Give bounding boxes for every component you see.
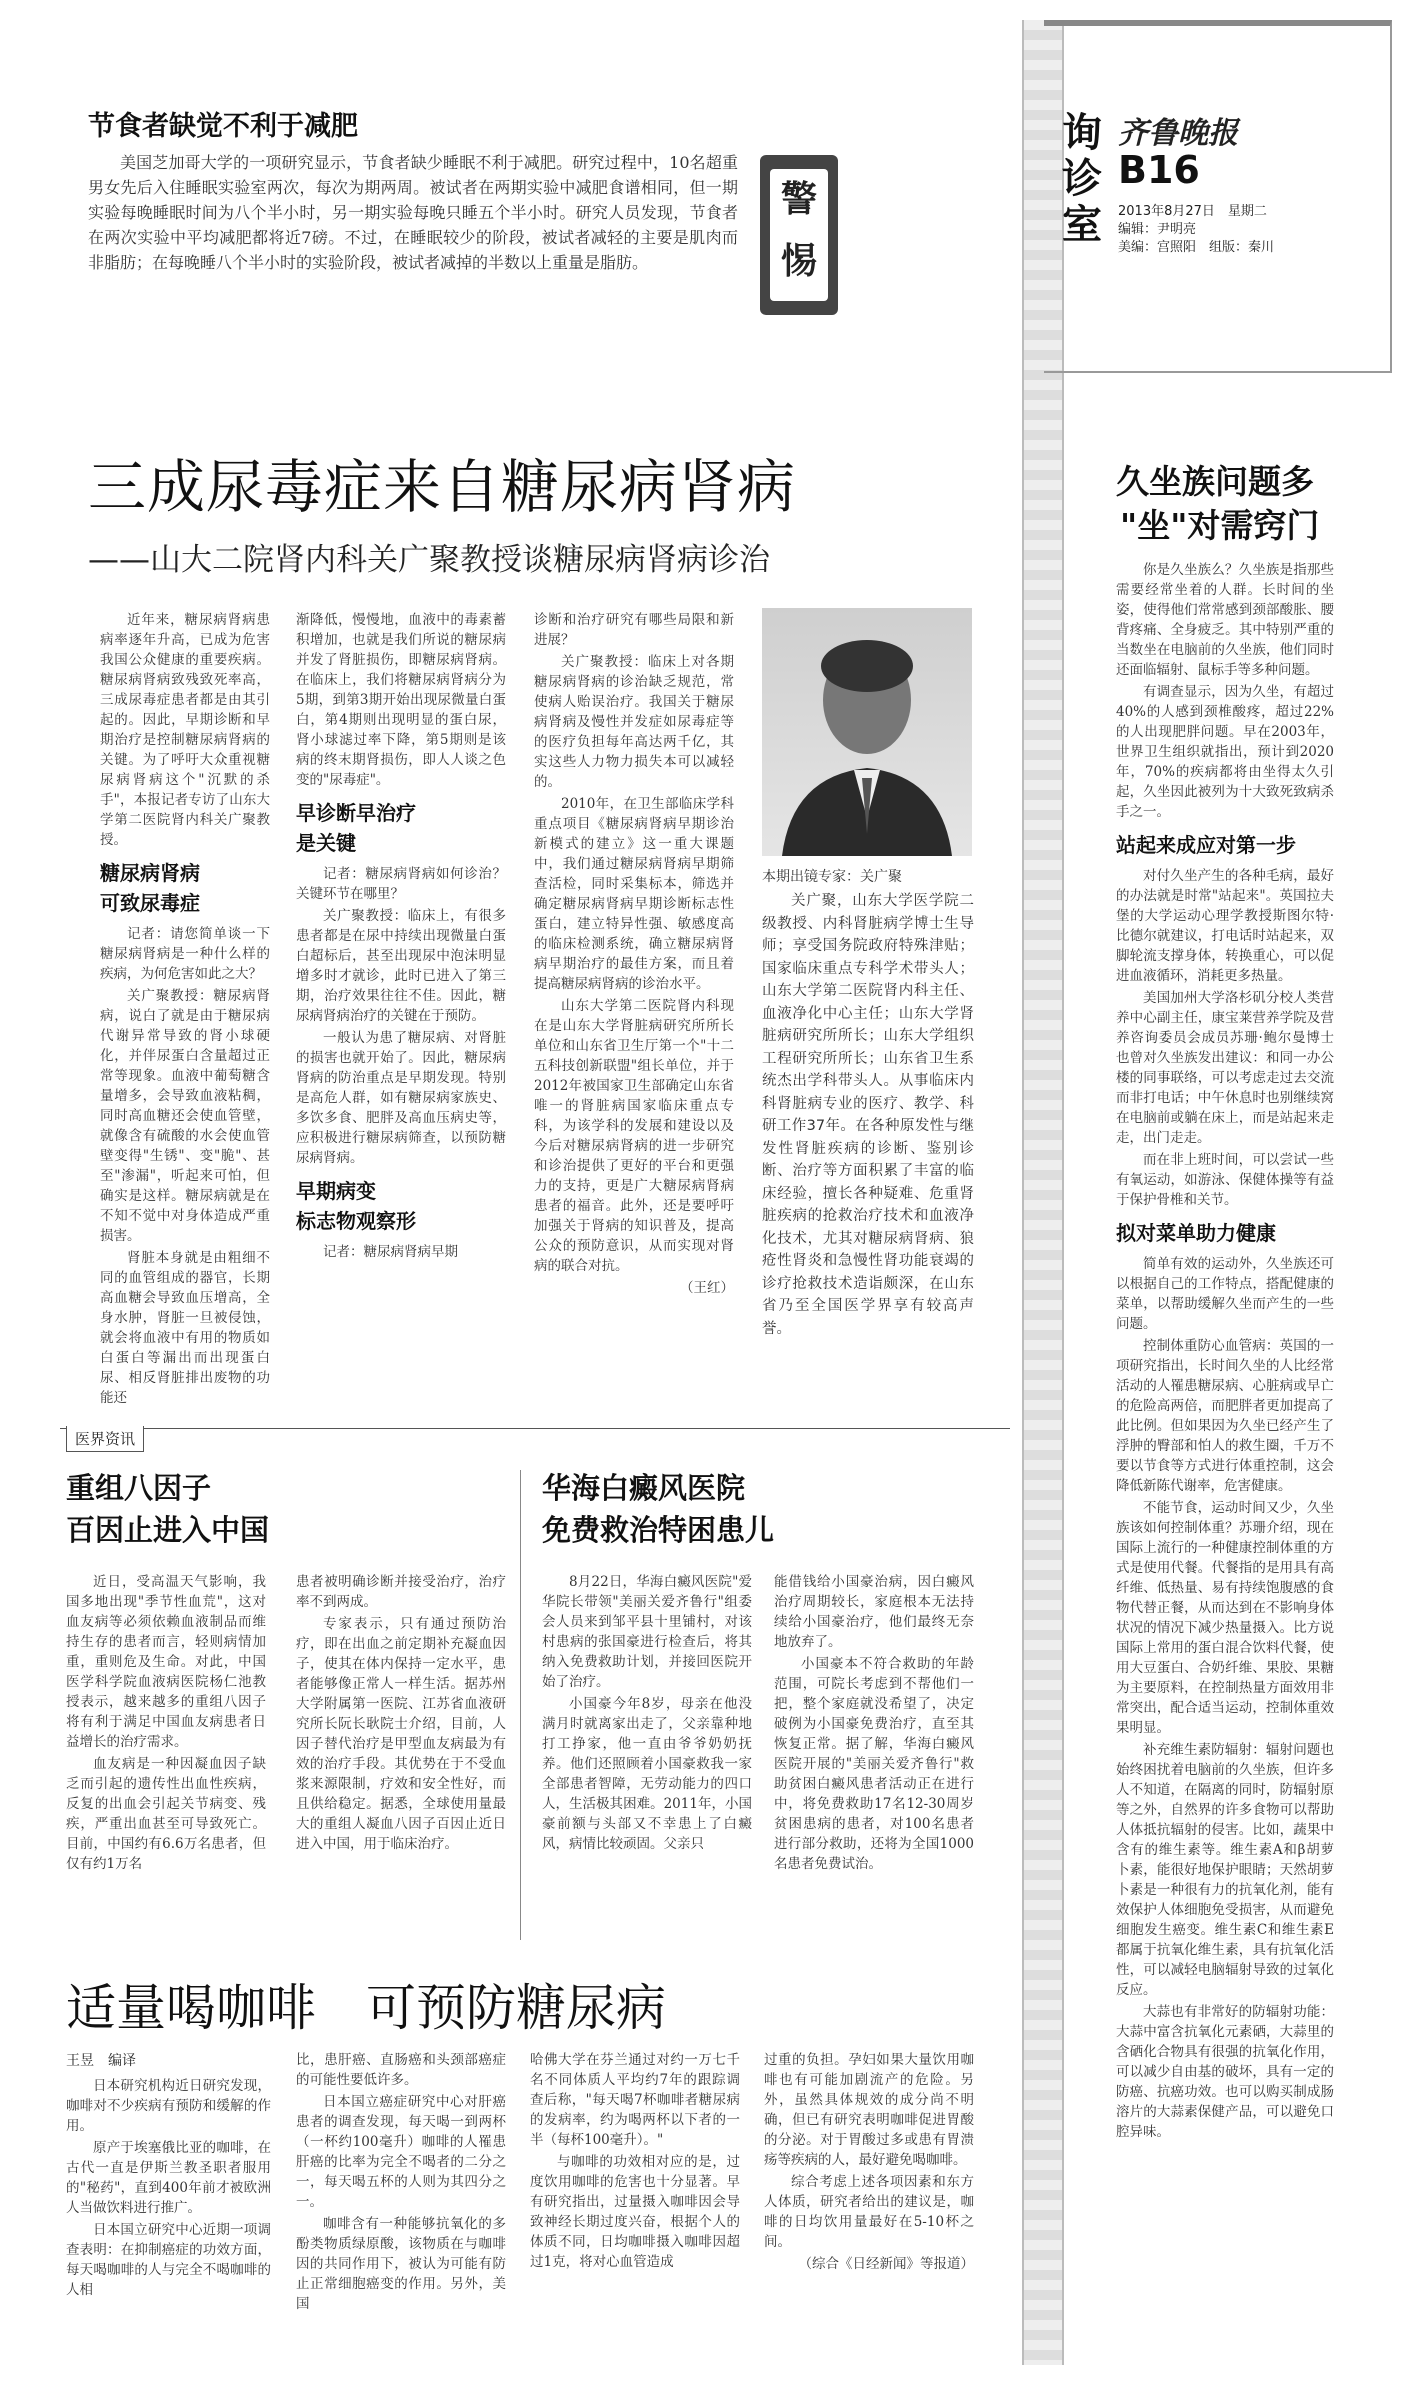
story3-col-1 [542,1572,752,1942]
story3-p4: 小国豪本不符合救助的年龄范围，可院长考虑到不帮他们一把，整个家庭就没希望了，决定破例为小国豪免费治疗，直至其恢复正常。据了解，华海白癜风医院开展的"美丽关爱齐鲁行"救助贫困白癜风患者活动正在进行中，将免费救助17名12-30周岁贫困患病的患者，对100名患者进行部分救助，还将为全国1000名患者免费试治。 [774,1656,974,1872]
main-col2-answer-cont: 一般认为患了糖尿病、对肾脏的损害也就开始了。因此，糖尿病肾病的防治重点是早期发现。特别是高危人群，如有糖尿病家族史、多饮多食、肥胖及高血压病史等，应积极进行糖尿病筛查，以预防糖尿病肾病。 [296,1030,506,1166]
main-col1-subhead-a: 糖尿病肾病 [100,861,200,885]
sidebar-subhead-2: 拟对菜单助力健康 [1116,1221,1276,1245]
main-col2-question: 记者：糖尿病肾病如何诊治？关键环节在哪里？ [296,866,506,902]
top-story-text: 美国芝加哥大学的一项研究显示，节食者缺少睡眠不利于减肥。研究过程中，10名超重男女先后入住睡眠实验室两次，每次为期两周。被试者在两期实验中减肥食谱相同，但一期实验每晚睡眠时间为八个半小时，另一期实验每晚只睡五个半小时。研究人员发现，节食者在两次实验中平均减肥都将近7磅。不过，在睡眠较少的阶段，被试者减轻的主要是肌肉而非脂肪；在每晚睡八个半小时的实验阶段，被试者减掉的半数以上重量是脂肪。 [88,153,738,272]
story4-p2: 原产于埃塞俄比亚的咖啡，在古代一直是伊斯兰教圣职者服用的"秘药"，直到400年前才被欧洲人当做饮料进行推广。 [66,2140,271,2216]
sidebar-headline-2: "坐"对需窍门 [1120,506,1320,545]
sidebar-p1: 你是久坐族么？久坐族是指那些需要经常坐着的人群。长时间的坐姿，使得他们常常感到颈部酸胀、腰背疼痛、全身疲乏。其中特别严重的当数坐在电脑前的久坐族，他们同时还面临辐射、鼠标手等多种问题。 [1116,562,1334,678]
main-col3-p3: 2010年，在卫生部临床学科重点项目《糖尿病肾病早期诊治新模式的建立》这一重大课题中，我们通过糖尿病肾病早期筛查活检，同时采集标本，筛选并确定糖尿病肾病早期诊断标志性蛋白，建立特异性强、敏感度高的临床检测系统，确立糖尿病肾病早期治疗的最佳方案，而且着提高糖尿病肾病的诊治水平。 [534,796,734,992]
story4-col-4 [764,2050,974,2366]
story2-headline-1: 重组八因子 [66,1471,212,1505]
story3-p2: 小国豪今年8岁，母亲在他没满月时就离家出走了，父亲靠种地打工挣家，他一直由爷爷奶奶抚养。他们还照顾着小国豪救我一家全部患者智障，无劳动能力的四口人，生活极其困难。2011年，小国豪前额与头部又不幸患上了白癜风，病情比较顽固。父亲只 [542,1696,752,1852]
main-col2-subhead-d: 标志物观察形 [296,1209,416,1233]
main-col-3 [534,610,734,1420]
sidebar-p7: 控制体重防心血管病：英国的一项研究指出，长时间久坐的人比经常活动的人罹患糖尿病、心脏病或早亡的危险高两倍，而肥胖者更加提高了此比例。但如果因为久坐已经产生了浮肿的臀部和怕人的救生圈，千万不要以节食等方式进行体重控制，这会降低新陈代谢率，危害健康。 [1116,1338,1334,1494]
story2-p1: 近日，受高温天气影响，我国多地出现"季节性血荒"，这对血友病等必须依赖血液制品而维持生存的患者而言，轻则病情加重，重则危及生命。对此，中国医学科学院血液病医院杨仁池教授表示，越来越多的重组八因子将有利于满足中国血友病患者日益增长的治疗需求。 [66,1574,266,1750]
issue-date: 2013年8月27日 星期二 [1118,204,1267,219]
story3-col-2 [774,1572,974,1942]
story3-p3: 能借钱给小国豪治病，因白癜风治疗周期较长，家庭根本无法持续给小国豪治疗，他们最终无奈地放弃了。 [774,1574,974,1650]
story2-col-1 [66,1572,266,1942]
warning-badge-text: 警惕 [770,169,828,301]
sidebar-p2: 有调查显示，因为久坐，有超过40%的人感到颈椎酸疼，超过22%的人出现肥胖问题。早在2003年，世界卫生组织就指出，预计到2020年，70%的疾病都将由坐得太久引起，久坐因此被列为十大致死致病杀手之一。 [1116,684,1334,820]
doctor-bio [762,866,974,1416]
story4-p5: 日本国立癌症研究中心对肝癌患者的调查发现，每天喝一到两杯（一杯约100毫升）咖啡的人罹患肝癌的比率为完全不喝者的二分之一，每天喝五杯的人则为其四分之一。 [296,2094,506,2210]
top-story-title: 节食者缺觉不利于减肥 [88,111,358,142]
story-separator [520,1470,521,1940]
sidebar-subhead-1: 站起来成应对第一步 [1116,833,1296,857]
section-title: 询诊室 [1062,110,1102,248]
story4-p4: 比，患肝癌、直肠癌和头颈部癌症的可能性要低许多。 [296,2052,506,2088]
story4-headline: 适量喝咖啡 可预防糖尿病 [66,1979,666,2037]
doctor-caption: 本期出镜专家：关广聚 [762,869,902,885]
story4-p7: 哈佛大学在芬兰通过对约一万七千名不同体质人平均约7年的跟踪调查后称，"每天喝7杯咖啡者糖尿病的发病率，约为喝两杯以下者的一半（每杯100毫升）。" [530,2052,740,2148]
main-col2-answer: 关广聚教授：临床上，有很多患者都是在尿中持续出现微量白蛋白超标后，甚至出现尿中泡沫明显增多时才就诊，此时已进入了第三期，治疗效果往往不佳。因此，糖尿病肾病治疗的关键在于预防。 [296,908,506,1024]
page-number: B16 [1118,148,1200,192]
story4-p10: 综合考虑上述各项因素和东方人体质，研究者给出的建议是，咖啡的日均饮用量最好在5-10杯之间。 [764,2174,974,2250]
story2-headline-2: 百因止进入中国 [66,1513,270,1547]
main-col1-answer: 关广聚教授：糖尿病肾病，说白了就是由于糖尿病代谢异常导致的肾小球硬化，并伴尿蛋白含量超过正常等现象。血液中葡萄糖含量增多，会导致血液粘稠，同时高血糖还会使血管壁，就像含有硫酸的水会使血管壁变得"生锈"、变"脆"、甚至"渗漏"，听起来可怕，但确实是这样。糖尿病就是在不知不觉中对身体造成严重损害。 [100,988,270,1244]
main-subheadline: ——山大二院肾内科关广聚教授谈糖尿病肾病诊治 [88,542,770,578]
main-col2-subhead-b: 是关键 [296,831,356,855]
story4-col-1 [66,2076,271,2366]
story4-byline: 王昱 编译 [66,2053,136,2069]
sidebar-p10: 大蒜也有非常好的防辐射功能：大蒜中富含抗氧化元素硒，大蒜里的含硒化合物具有很强的抗氧化作用，可以减少自由基的破坏，具有一定的防癌、抗癌功效。也可以购买制成肠溶片的大蒜素保健产品，可以避免口腔异味。 [1116,2004,1334,2140]
main-col3-p1: 诊断和治疗研究有哪些局限和新进展？ [534,612,734,648]
story4-col-3 [530,2050,740,2366]
main-col3-author: （王红） [680,1280,734,1296]
paper-logo: 齐鲁晚报 [1118,116,1238,151]
section-divider [60,1428,1010,1429]
main-col3-p2: 关广聚教授：临床上对各期糖尿病肾病的诊治缺乏规范，常使病人贻误治疗。我国关于糖尿病肾病及慢性并发症如尿毒症等的医疗负担每年高达两千亿，其实这些人力物力损失本可以减轻的。 [534,654,734,790]
main-headline: 三成尿毒症来自糖尿病肾病 [88,453,797,521]
sidebar-p8: 不能节食，运动时间又少，久坐族该如何控制体重？苏珊介绍，现在国际上流行的一种健康控制体重的方式是使用代餐。代餐指的是用具有高纤维、低热量、易有持续饱腹感的食物代替正餐，从而达到在不影响身体状况的情况下减少热量摄入。比方说国际上常用的蛋白混合饮料代餐，使用大豆蛋白、合奶纤维、果胶、果糖为主要原料，在控制热量方面效用非常突出，配合适当运动，控制体重效果明显。 [1116,1500,1334,1736]
story4-p3: 日本国立研究中心近期一项调查表明：在抑制癌症的功效方面，每天喝咖啡的人与完全不喝咖啡的人相 [66,2222,271,2298]
story4-p1: 日本研究机构近日研究发现，咖啡对不少疾病有预防和缓解的作用。 [66,2078,271,2134]
main-col3-p4: 山东大学第二医院肾内科现在是山东大学肾脏病研究所所长单位和山东省卫生厅第一个"十二五科技创新联盟"组长单位，并于2012年被国家卫生部确定山东省唯一的肾脏病国家临床重点专科，为该学科的发展和建设以及今后对糖尿病肾病的进一步研究和诊治提供了更好的平台和更强力的支持，更是广大糖尿病肾病患者的福音。此外，还是要呼吁加强关于肾病的知识普及，提高公众的预防意识，从而实现对肾病的联合对抗。 [534,998,734,1274]
main-col1-question: 记者：请您简单谈一下糖尿病肾病是一种什么样的疾病，为何危害如此之大？ [100,926,270,982]
portrait-icon [762,608,972,856]
sidebar-p3: 对付久坐产生的各种毛病，最好的办法就是时常"站起来"。英国拉夫堡的大学运动心理学教授斯图尔特·比德尔就建议，打电话时站起来，双脚轮流支撑身体，转换重心，可以促进血液循环，消耗更多热量。 [1116,868,1334,984]
doctor-bio-text: 关广聚，山东大学医学院二级教授、内科肾脏病学博士生导师；享受国务院政府特殊津贴；国家临床重点专科学术带头人；山东大学第二医院肾内科主任、血液净化中心主任；山东大学肾脏病研究所所长；山东大学组织工程研究所所长；山东省卫生系统杰出学科带头人。从事临床内科肾脏病专业的医疗、教学、科研工作37年。在各种原发性与继发性肾脏疾病的诊断、鉴别诊断、治疗等方面积累了丰富的临床经验，擅长各种疑难、危重肾脏疾病的抢救治疗技术和血液净化技术，尤其对糖尿病肾病、狼疮性肾炎和急慢性肾功能衰竭的诊疗抢救技术造诣颇深，在山东省乃至全国医学界享有较高声誉。 [762,893,974,1337]
main-col2-question-2: 记者：糖尿病肾病早期 [323,1244,458,1260]
main-col-2 [296,610,506,1420]
main-col-1 [100,610,270,1420]
editor-credit: 编辑：尹明亮 [1118,222,1197,237]
story2-p4: 专家表示，只有通过预防治疗，即在出血之前定期补充凝血因子，使其在体内保持一定水平，患者能够像正常人一样生活。据苏州大学附属第一医院、江苏省血液研究所长阮长耿院士介绍，目前，人因子替代治疗是甲型血友病最为有效的治疗手段。其优势在于不受血浆来源限制，疗效和安全性好，而且供给稳定。据悉，全球使用量最大的重组人凝血八因子百因止近日进入中国，用于临床治疗。 [296,1616,506,1852]
story2-p2: 血友病是一种因凝血因子缺乏而引起的遗传性出血性疾病，反复的出血会引起关节病变、残疾，严重出血甚至可导致死亡。目前，中国约有6.6万名患者，但仅有约1万名 [66,1756,266,1872]
doctor-photo [762,608,972,856]
main-col2-p1: 渐降低，慢慢地，血液中的毒素蓄积增加，也就是我们所说的糖尿病并发了肾脏损伤，即糖尿病肾病。在临床上，我们将糖尿病肾病分为5期，到第3期开始出现尿微量白蛋白，第4期则出现明显的蛋白尿，肾小球滤过率下降，第5期则是该病的终末期肾损伤，即人人谈之色变的"尿毒症"。 [296,612,506,788]
story4-col-2 [296,2050,506,2366]
story4-p9: 过重的负担。孕妇如果大量饮用咖啡也有可能加剧流产的危险。另外，虽然具体规效的成分尚不明确，但已有研究表明咖啡促进胃酸的分泌。对于胃酸过多或患有胃溃疡等疾病的人，最好避免喝咖啡。 [764,2052,974,2168]
top-story-body [88,150,738,350]
story3-p1: 8月22日，华海白癜风医院"爱华院长带领"美丽关爱齐鲁行"组委会人员来到邹平县十里铺村，对该村患病的张国豪进行检查后，将其纳入免费救助计划，并接回医院开始了治疗。 [542,1574,752,1690]
warning-badge [760,155,838,315]
main-col1-answer-cont: 肾脏本身就是由粗细不同的血管组成的器官，长期高血糖会导致血压增高，全身水肿，肾脏一旦被侵蚀，就会将血液中有用的物质如白蛋白等漏出而出现蛋白尿、相反肾脏排出废物的功能还 [100,1250,270,1406]
main-col1-intro: 近年来，糖尿病肾病患病率逐年升高，已成为危害我国公众健康的重要疾病。糖尿病肾病致残致死率高，三成尿毒症患者都是由其引起的。因此，早期诊断和早期治疗是控制糖尿病肾病的关键。为了呼吁大众重视糖尿病肾病这个"沉默的杀手"，本报记者专访了山东大学第二医院肾内科关广聚教授。 [100,612,270,848]
sidebar-p6: 简单有效的运动外，久坐族还可以根据自己的工作特点，搭配健康的菜单，以帮助缓解久坐而产生的一些问题。 [1116,1256,1334,1332]
news-section-label: 医界资讯 [66,1426,144,1452]
story4-p6: 咖啡含有一种能够抗氧化的多酚类物质绿原酸，该物质在与咖啡因的共同作用下，被认为可能有防止正常细胞癌变的作用。另外，美国 [296,2216,506,2312]
story2-p3: 患者被明确诊断并接受治疗，治疗率不到两成。 [296,1574,506,1610]
story4-p8: 与咖啡的功效相对应的是，过度饮用咖啡的危害也十分显著。早有研究指出，过量摄入咖啡因会导致神经长期过度兴奋，根据个人的体质不同，日均咖啡摄入咖啡因超过1克，将对心血管造成 [530,2154,740,2270]
sidebar-headline-1: 久坐族问题多 [1116,462,1314,501]
story2-col-2 [296,1572,506,1942]
sidebar-p9: 补充维生素防辐射：辐射问题也始终困扰着电脑前的久坐族，但许多人不知道，在隔离的同时，防辐射原等之外，自然界的许多食物可以帮助人体抵抗辐射的侵害。比如，蔬果中含有的维生素等。维生素A和β胡萝卜素，能很好地保护眼睛；天然胡萝卜素是一种很有力的抗氧化剂，能有效保护人体细胞免受损害，从而避免细胞发生癌变。维生素C和维生素E都属于抗氧化维生素，具有抗氧化活性，可以减轻电脑辐射导致的过氧化反应。 [1116,1742,1334,1998]
main-col2-subhead-a: 早诊断早治疗 [296,801,416,825]
story3-headline-2: 免费救治特困患儿 [542,1513,775,1547]
main-col1-subhead-b: 可致尿毒症 [100,891,200,915]
story3-headline-1: 华海白癜风医院 [542,1471,746,1505]
sidebar-p5: 而在非上班时间，可以尝试一些有氧运动，如游泳、保健体操等有益于保护骨椎和关节。 [1116,1152,1334,1208]
sidebar-p4: 美国加州大学洛杉矶分校人类营养中心副主任，康宝莱营养学院及营养咨询委员会成员苏珊·鲍尔曼博士也曾对久坐族发出建议：和同一办公楼的同事联络，可以考虑走过去交流而非打电话；中午休息时也别继续窝在电脑前或躺在床上，而是站起来走走，出门走走。 [1116,990,1334,1146]
sidebar-body [1116,560,1334,2365]
main-col2-subhead-c: 早期病变 [296,1179,376,1203]
story4-source: （综合《日经新闻》等报道） [798,2256,974,2272]
designer-credit: 美编：宫照阳 组版：秦川 [1118,240,1275,255]
